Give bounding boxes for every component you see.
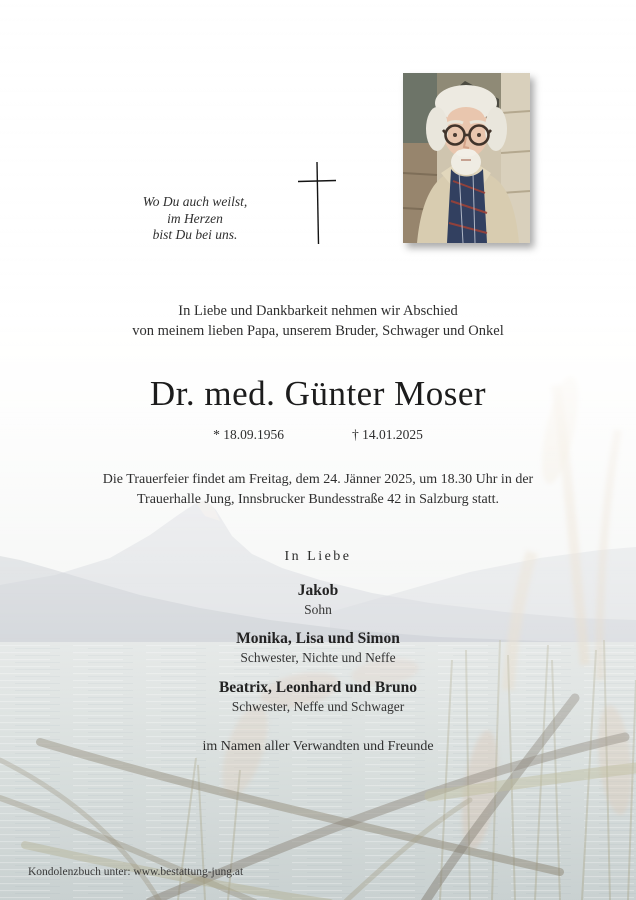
quote-line: im Herzen <box>167 210 223 226</box>
mourner-group <box>0 629 636 666</box>
death-date: † 14.01.2025 <box>352 427 423 442</box>
ceremony-line: Die Trauerfeier findet am Freitag, dem 24. Jänner 2025, um 18.30 Uhr in der <box>102 472 534 487</box>
cross-icon <box>297 160 339 246</box>
mourner-names: Beatrix, Leonhard und Bruno <box>218 679 418 696</box>
mourner-names: Jakob <box>297 582 339 599</box>
quote-line: bist Du bei uns. <box>152 227 238 242</box>
mourner-group <box>0 678 636 715</box>
intro-line: von meinem lieben Papa, unserem Bruder, Schwager und Onkel <box>132 323 504 339</box>
ceremony-line: Trauerhalle Jung, Innsbrucker Bundesstraße 42 in Salzburg statt. <box>137 491 499 507</box>
mourner-relation: Schwester, Nichte und Neffe <box>240 650 396 665</box>
mourners-heading: In Liebe <box>284 549 352 564</box>
portrait-photo <box>403 73 530 243</box>
ceremony-details <box>0 470 636 509</box>
condolence-note: Kondolenzbuch unter: www.bestattung-jung.at <box>28 866 244 878</box>
birth-date: * 18.09.1956 <box>213 427 284 442</box>
memorial-quote <box>95 194 295 244</box>
mourner-group <box>0 581 636 618</box>
intro-text <box>0 301 636 341</box>
intro-line: In Liebe und Dankbarkeit nehmen wir Abschied <box>178 303 458 319</box>
deceased-name: Dr. med. Günter Moser <box>149 374 487 413</box>
mourner-names: Monika, Lisa und Simon <box>236 630 400 647</box>
quote-line: Wo Du auch weilst, <box>142 194 248 209</box>
mourner-relation: Schwester, Neffe und Schwager <box>231 699 405 714</box>
closing-line: im Namen aller Verwandten und Freunde <box>202 739 434 754</box>
mourner-relation: Sohn <box>304 602 332 617</box>
life-dates <box>0 427 636 443</box>
